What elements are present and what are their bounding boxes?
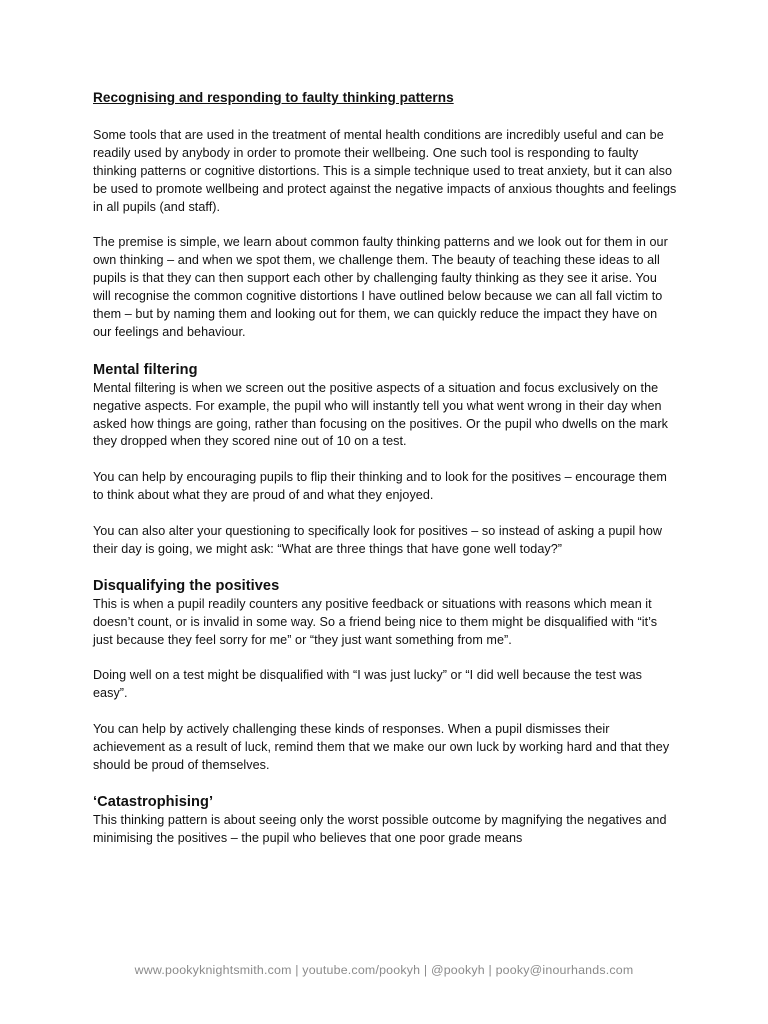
- section-heading-mental-filtering: Mental filtering: [93, 361, 198, 378]
- intro-paragraph-2: The premise is simple, we learn about common faulty thinking patterns and we look out for them in our own thinking – and when we spot them, we challenge them. The beauty of teaching these ideas to all pupils is that they can then support each other by challenging faulty thinking as they see it arise. You will recognise the common cognitive distortions I have outlined below because we can all fall victim to them – but by naming them and looking out for them, we can quickly reduce the impact they have on our feelings and behaviour.: [93, 235, 668, 339]
- section-paragraph: This thinking pattern is about seeing only the worst possible outcome by magnifying the negatives and minimising the positives – the pupil who believes that one poor grade means: [93, 812, 667, 845]
- section-paragraph: You can help by encouraging pupils to flip their thinking and to look for the positives – encourage them to think about what they are proud of and what they enjoyed.: [93, 470, 667, 503]
- document-content: [93, 88, 678, 865]
- section-paragraph: You can also alter your questioning to specifically look for positives – so instead of asking a pupil how their day is going, we might ask: “What are three things that have gone well today?”: [93, 523, 663, 556]
- intro-paragraph-1: Some tools that are used in the treatment of mental health conditions are incredibly useful and can be readily used by anybody in order to promote their wellbeing. One such tool is responding to faulty thinking patterns or cognitive distortions. This is a simple technique used to treat anxiety, but it can also be used to promote wellbeing and protect against the negative impacts of anxious thoughts and feelings in all pupils (and staff).: [93, 128, 677, 214]
- section-heading-catastrophising: ‘Catastrophising’: [93, 793, 214, 810]
- page-footer: www.pookyknightsmith.com | youtube.com/pookyh | @pookyh | pooky@inourhands.com: [134, 963, 634, 977]
- section-catastrophising: [93, 792, 678, 848]
- section-disqualifying-positives: [93, 576, 678, 775]
- page-title: Recognising and responding to faulty thinking patterns: [93, 90, 454, 105]
- section-paragraph: This is when a pupil readily counters any positive feedback or situations with reasons which mean it doesn’t count, or is invalid in some way. So a friend being nice to them might be disqualified with “it’s just because they feel sorry for me” or “they just want something from me”.: [93, 596, 658, 647]
- section-paragraph: You can help by actively challenging these kinds of responses. When a pupil dismisses their achievement as a result of luck, remind them that we make our own luck by working hard and that they should be proud of themselves.: [93, 722, 670, 772]
- section-paragraph: Mental filtering is when we screen out the positive aspects of a situation and focus exclusively on the negative aspects. For example, the pupil who will instantly tell you what went wrong in their day when asked how things are going, rather than focusing on the positives. Or the pupil who dwells on the mark they dropped when they scored nine out of 10 on a test.: [93, 380, 668, 449]
- section-mental-filtering: [93, 360, 678, 559]
- section-heading-disqualifying-positives: Disqualifying the positives: [93, 577, 280, 594]
- section-paragraph: Doing well on a test might be disqualified with “I was just lucky” or “I did well because the test was easy”.: [93, 668, 642, 701]
